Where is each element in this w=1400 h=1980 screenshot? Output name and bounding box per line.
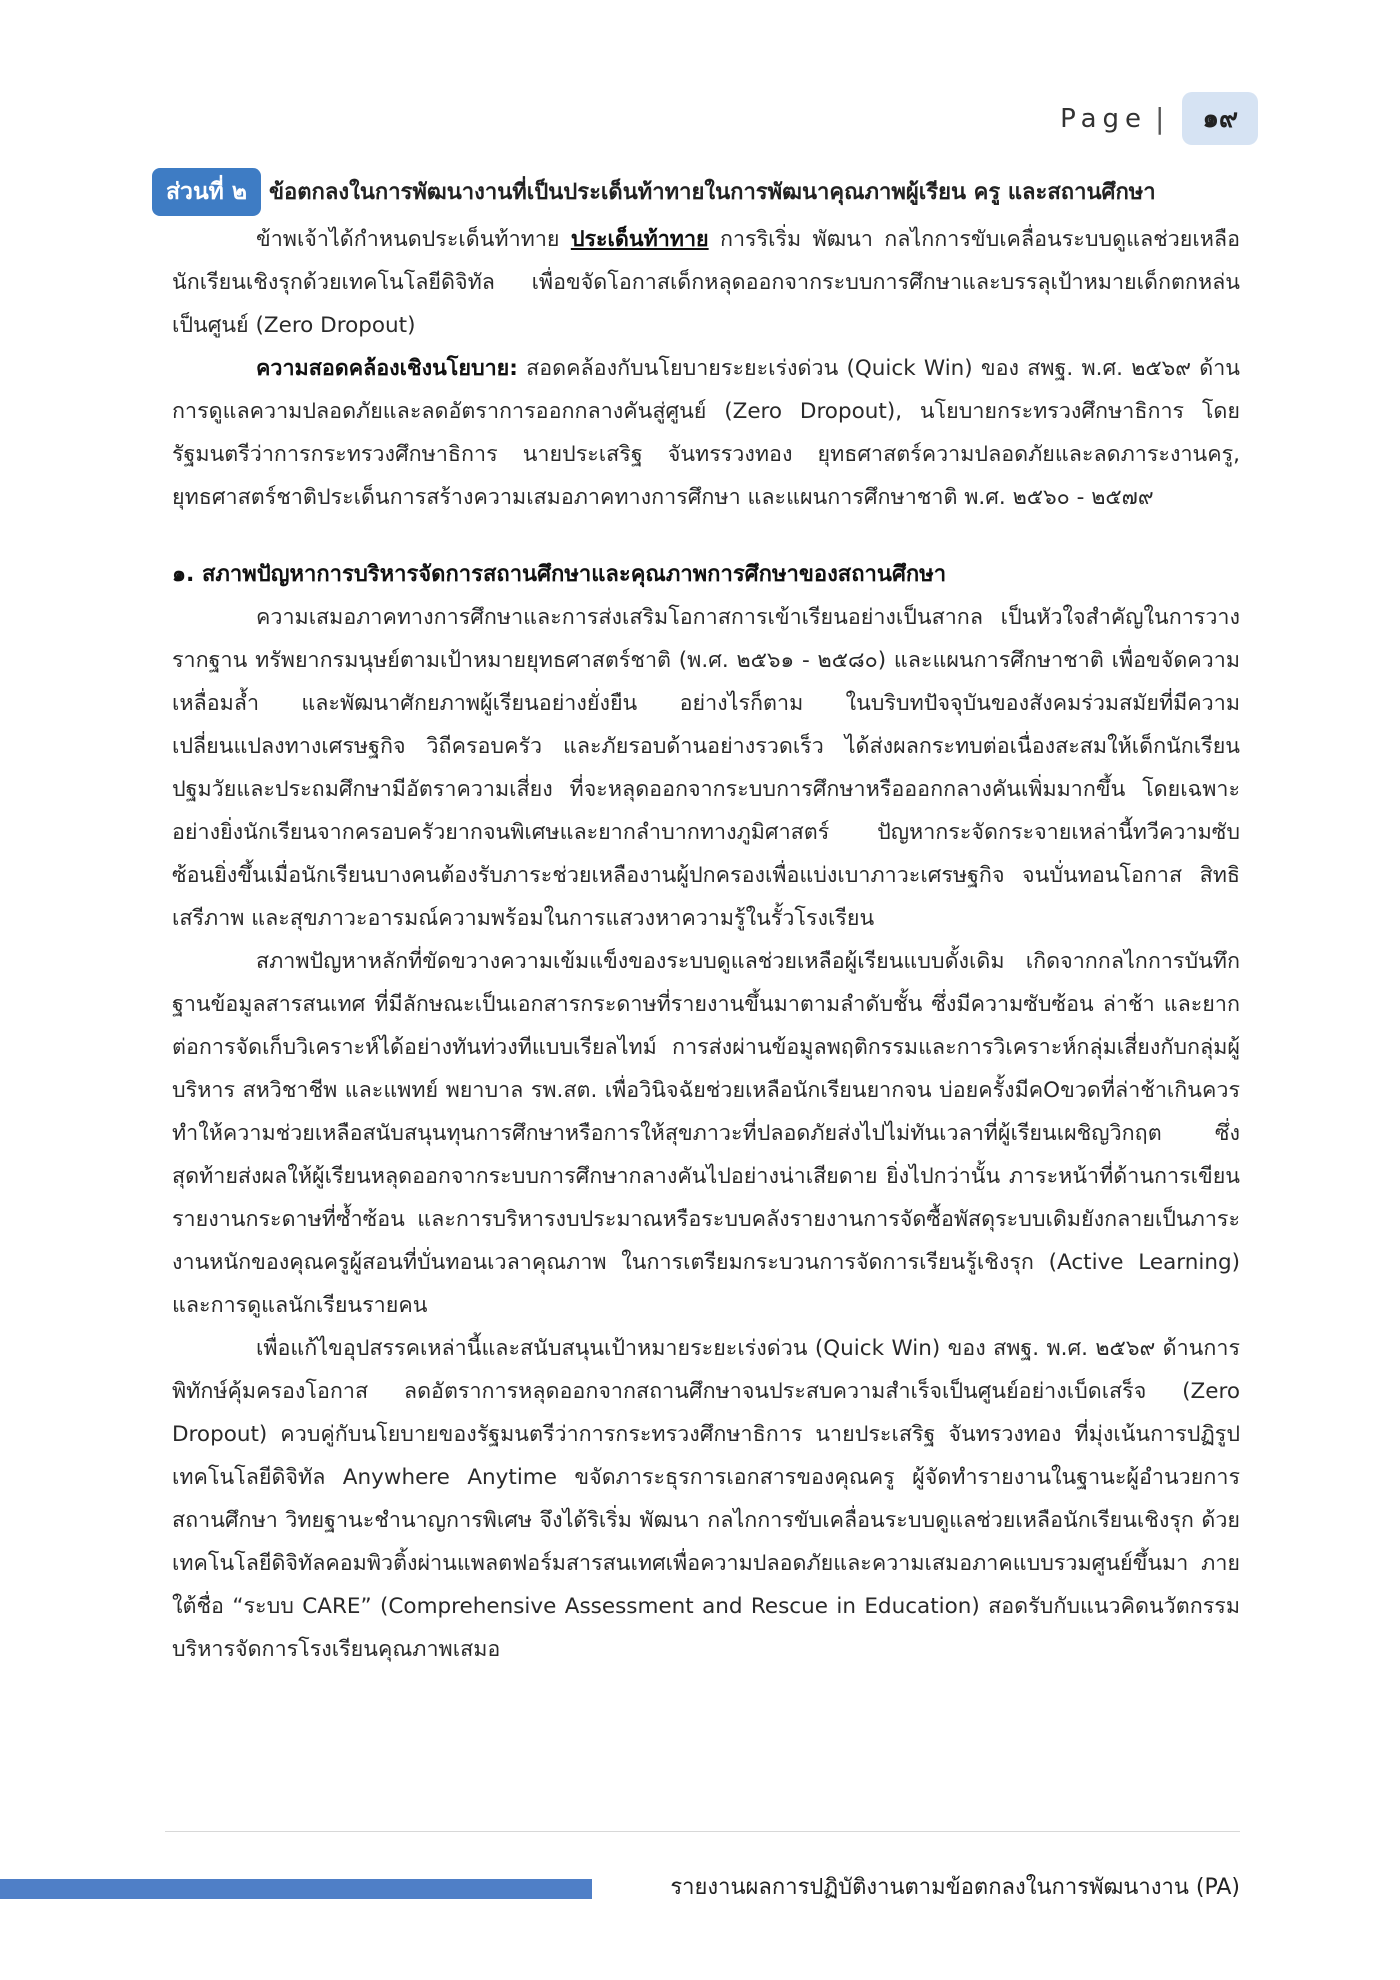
policy-lead: ความสอดคล้องเชิงนโยบาย: xyxy=(256,356,518,381)
page-separator: | xyxy=(1155,102,1165,135)
policy-text: สอดคล้องกับนโยบายระยะเร่งด่วน (Quick Win) ของ สพฐ. พ.ศ. ๒๕๖๙ ด้านการดูแลความปลอดภัยและลดอัตราการออกกลางคันสู่ศูนย์ (Zero Dropout), นโยบายกระทรวงศึกษาธิการ โดยรัฐมนตรีว่าการกระทรวงศึกษาธิการ นายประเสริฐ จันทรรวงทอง ยุทธศาสตร์ความปลอดภัยและลดภาระงานครู, ยุทธศาสตร์ชาติประเด็นการสร้างความเสมอภาคทางการศึกษา และแผนการศึกษาชาติ พ.ศ. ๒๕๖๐ - ๒๕๗๙ xyxy=(172,356,1240,510)
intro-paragraph-policy xyxy=(172,347,1240,519)
intro-paragraph-challenge xyxy=(172,218,1240,347)
footer-accent-bar xyxy=(0,1879,592,1899)
part1-heading: ๑. สภาพปัญหาการบริหารจัดการสถานศึกษาและคุณภาพการศึกษาของสถานศึกษา xyxy=(172,562,947,587)
document-body xyxy=(166,168,1240,1671)
part1-paragraph-1: ความเสมอภาคทางการศึกษาและการส่งเสริมโอกาสการเข้าเรียนอย่างเป็นสากล เป็นหัวใจสำคัญในการวางรากฐาน ทรัพยากรมนุษย์ตามเป้าหมายยุทธศาสตร์ชาติ (พ.ศ. ๒๕๖๑ - ๒๕๘๐) และแผนการศึกษาชาติ เพื่อขจัดความเหลื่อมล้ำ และพัฒนาศักยภาพผู้เรียนอย่างยั่งยืน อย่างไรก็ตาม ในบริบทปัจจุบันของสังคมร่วมสมัยที่มีความเปลี่ยนแปลงทางเศรษฐกิจ วิถีครอบครัว และภัยรอบด้านอย่างรวดเร็ว ได้ส่งผลกระทบต่อเนื่องสะสมให้เด็กนักเรียนปฐมวัยและประถมศึกษามีอัตราความเสี่ยง ที่จะหลุดออกจากระบบการศึกษาหรือออกกลางคันเพิ่มมากขึ้น โดยเฉพาะอย่างยิ่งนักเรียนจากครอบครัวยากจนพิเศษและยากลำบากทางภูมิศาสตร์ ปัญหากระจัดกระจายเหล่านี้ทวีความซับซ้อนยิ่งขึ้นเมื่อนักเรียนบางคนต้องรับภาระช่วยเหลืองานผู้ปกครองเพื่อแบ่งเบาภาวะเศรษฐกิจ จนบั่นทอนโอกาส สิทธิเสรีภาพ และสุขภาวะอารมณ์ความพร้อมในการแสวงหาความรู้ในรั้วโรงเรียน xyxy=(172,605,1240,931)
section-badge: ส่วนที่ ๒ xyxy=(152,168,261,216)
intro-text-pre: ข้าพเจ้าได้กำหนดประเด็นท้าทาย xyxy=(256,227,571,252)
page-header xyxy=(1060,92,1258,145)
page-number: ๑๙ xyxy=(1182,92,1258,145)
part1-paragraph-2: สภาพปัญหาหลักที่ขัดขวางความเข้มแข็งของระบบดูแลช่วยเหลือผู้เรียนแบบดั้งเดิม เกิดจากกลไกการบันทึกฐานข้อมูลสารสนเทศ ที่มีลักษณะเป็นเอกสารกระดาษที่รายงานขึ้นมาตามลำดับชั้น ซึ่งมีความซับซ้อน ล่าช้า และยากต่อการจัดเก็บวิเคราะห์ได้อย่างทันท่วงทีแบบเรียลไทม์ การส่งผ่านข้อมูลพฤติกรรมและการวิเคราะห์กลุ่มเสี่ยงกับกลุ่มผู้บริหาร สหวิชาชีพ และแพทย์ พยาบาล รพ.สต. เพื่อวินิจฉัยช่วยเหลือนักเรียนยากจน บ่อยครั้งมีคOขวดที่ล่าช้าเกินควร ทำให้ความช่วยเหลือสนับสนุนทุนการศึกษาหรือการให้สุขภาวะที่ปลอดภัยส่งไปไม่ทันเวลาที่ผู้เรียนเผชิญวิกฤต ซึ่งสุดท้ายส่งผลให้ผู้เรียนหลุดออกจากระบบการศึกษากลางคันไปอย่างน่าเสียดาย ยิ่งไปกว่านั้น ภาระหน้าที่ด้านการเขียนรายงานกระดาษที่ซ้ำซ้อน และการบริหารงบประมาณหรือระบบคลังรายงานการจัดซื้อพัสดุระบบเดิมยังกลายเป็นภาระงานหนักของคุณครูผู้สอนที่บั่นทอนเวลาคุณภาพ ในการเตรียมกระบวนการจัดการเรียนรู้เชิงรุก (Active Learning) และการดูแลนักเรียนรายคน xyxy=(172,949,1240,1318)
intro-text-post: การริเริ่ม พัฒนา กลไกการขับเคลื่อนระบบดูแลช่วยเหลือนักเรียนเชิงรุกด้วยเทคโนโลยีดิจิทัล เพื่อขจัดโอกาสเด็กหลุดออกจากระบบการศึกษาและบรรลุเป้าหมายเด็กตกหล่นเป็นศูนย์ (Zero Dropout) xyxy=(172,227,1240,338)
footer-divider xyxy=(165,1831,1240,1832)
section-heading xyxy=(166,168,1240,216)
part1-paragraph-3: เพื่อแก้ไขอุปสรรคเหล่านี้และสนับสนุนเป้าหมายระยะเร่งด่วน (Quick Win) ของ สพฐ. พ.ศ. ๒๕๖๙ ด้านการพิทักษ์คุ้มครองโอกาส ลดอัตราการหลุดออกจากสถานศึกษาจนประสบความสำเร็จเป็นศูนย์อย่างเบ็ดเสร็จ (Zero Dropout) ควบคู่กับนโยบายของรัฐมนตรีว่าการกระทรวงศึกษาธิการ นายประเสริฐ จันทรวงทอง ที่มุ่งเน้นการปฏิรูปเทคโนโลยีดิจิทัล Anywhere Anytime ขจัดภาระธุรการเอกสารของคุณครู ผู้จัดทำรายงานในฐานะผู้อำนวยการสถานศึกษา วิทยฐานะชำนาญการพิเศษ จึงได้ริเริ่ม พัฒนา กลไกการขับเคลื่อนระบบดูแลช่วยเหลือนักเรียนเชิงรุก ด้วยเทคโนโลยีดิจิทัลคอมพิวติ้งผ่านแพลตฟอร์มสารสนเทศเพื่อความปลอดภัยและความเสมอภาคแบบรวมศูนย์ขึ้นมา ภายใต้ชื่อ “ระบบ CARE” (Comprehensive Assessment and Rescue in Education) สอดรับกับแนวคิดนวัตกรรมบริหารจัดการโรงเรียนคุณภาพเสมอ xyxy=(172,1336,1240,1662)
page-label: Page xyxy=(1060,103,1148,134)
challenge-underlined: ประเด็นท้าทาย xyxy=(570,227,709,252)
section-title: ข้อตกลงในการพัฒนางานที่เป็นประเด็นท้าทายในการพัฒนาคุณภาพผู้เรียน ครู และสถานศึกษา xyxy=(269,180,1156,205)
footer-title: รายงานผลการปฏิบัติงานตามข้อตกลงในการพัฒนางาน (PA) xyxy=(670,1875,1240,1900)
